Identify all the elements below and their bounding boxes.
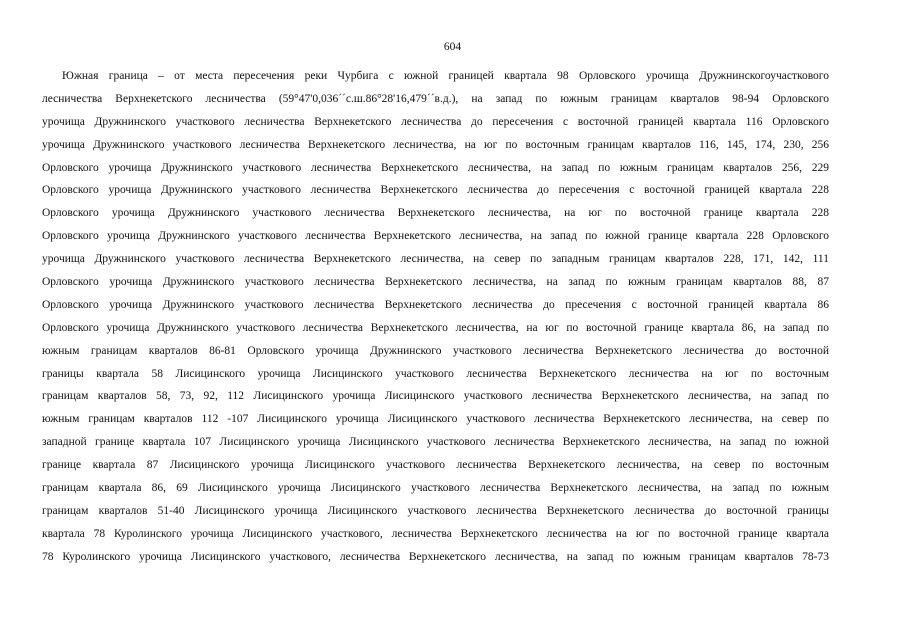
page-number: 604 — [443, 41, 462, 53]
text-line: западной границе квартала 107 Лисицинского урочища Лисицинского участкового лесничества Верхнекетского лесничества, на запад по южной — [42, 436, 829, 449]
text-line: Орловского урочища Дружнинского участкового лесничества Верхнекетского лесничества, на юг по восточной границе квартала 86, на запад по — [42, 321, 829, 334]
text-line: границы квартала 58 Лисицинского урочища Лисицинского участкового лесничества Верхнекетского лесничества на юг по восточным — [42, 367, 829, 380]
text-line: границам кварталов 51-40 Лисицинского урочища Лисицинского участкового лесничества Верхнекетского лесничества до восточной границы — [42, 504, 829, 517]
text-line: Орловского урочища Дружнинского участкового лесничества Верхнекетского лесничества до пересечения с восточной границей квартала 228 — [42, 184, 829, 197]
text-line: границе квартала 87 Лисицинского урочища Лисицинского участкового лесничества Верхнекетского лесничества, на север по восточным — [42, 459, 829, 472]
text-line: границам кварталов 58, 73, 92, 112 Лисицинского урочища Лисицинского участкового лесничества Верхнекетского лесничества, на запад по — [42, 390, 829, 403]
text-line: южным границам кварталов 86-81 Орловского урочища Дружнинского участкового лесничества Верхнекетского лесничества до восточной — [42, 344, 829, 357]
text-line: урочища Дружнинского участкового лесничества Верхнекетского лесничества, на север по западным границам кварталов 228, 171, 142, 111 — [42, 253, 829, 266]
text-line: южным границам кварталов 112 -107 Лисицинского урочища Лисицинского участкового лесничества Верхнекетского лесничества, на север по — [42, 413, 829, 426]
text-line: Орловского урочища Дружнинского участкового лесничества Верхнекетского лесничества, на юг по восточной границе квартала 228 — [42, 207, 829, 220]
text-line: Орловского урочища Дружнинского участкового лесничества Верхнекетского лесничества до пресечения с восточной границей квартала 86 — [42, 298, 829, 311]
text-line: урочища Дружнинского участкового лесничества Верхнекетского лесничества до пересечения с восточной границей квартала 116 Орловского — [42, 115, 829, 128]
text-line: Южная граница – от места пересечения реки Чурбига с южной границей квартала 98 Орловского урочища Дружнинскогоучасткового — [62, 70, 829, 82]
document-body — [42, 69, 829, 573]
text-line: Орловского урочища Дружнинского участкового лесничества Верхнекетского лесничества, на запад по южным границам кварталов 88, 87 — [42, 276, 829, 289]
text-line: Орловского урочища Дружнинского участкового лесничества Верхнекетского лесничества, на запад по южным границам кварталов 256, 229 — [42, 161, 829, 174]
text-line: лесничества Верхнекетского лесничества (59°47'0,036´´с.ш.86°28'16,479´´в.д.), на запад по южным границам кварталов 98-94 Орловского — [42, 92, 829, 105]
text-line: Орловского урочища Дружнинского участкового лесничества Верхнекетского лесничества, на запад по южной границе квартала 228 Орловского — [42, 230, 829, 243]
text-line: урочища Дружнинского участкового лесничества Верхнекетского лесничества, на юг по восточным границам кварталов 116, 145, 174, 230, 256 — [42, 138, 829, 151]
text-line: квартала 78 Куролинского урочища Лисицинского участкового, лесничества Верхнекетского лесничества на юг по восточной границе квартала — [42, 527, 829, 540]
text-line: 78 Куролинского урочища Лисицинского участкового, лесничества Верхнекетского лесничества, на запад по южным границам кварталов 78-73 — [42, 550, 829, 563]
text-line: границам квартала 86, 69 Лисицинского урочища Лисицинского участкового лесничества Верхнекетского лесничества, на запад по южным — [42, 482, 829, 495]
